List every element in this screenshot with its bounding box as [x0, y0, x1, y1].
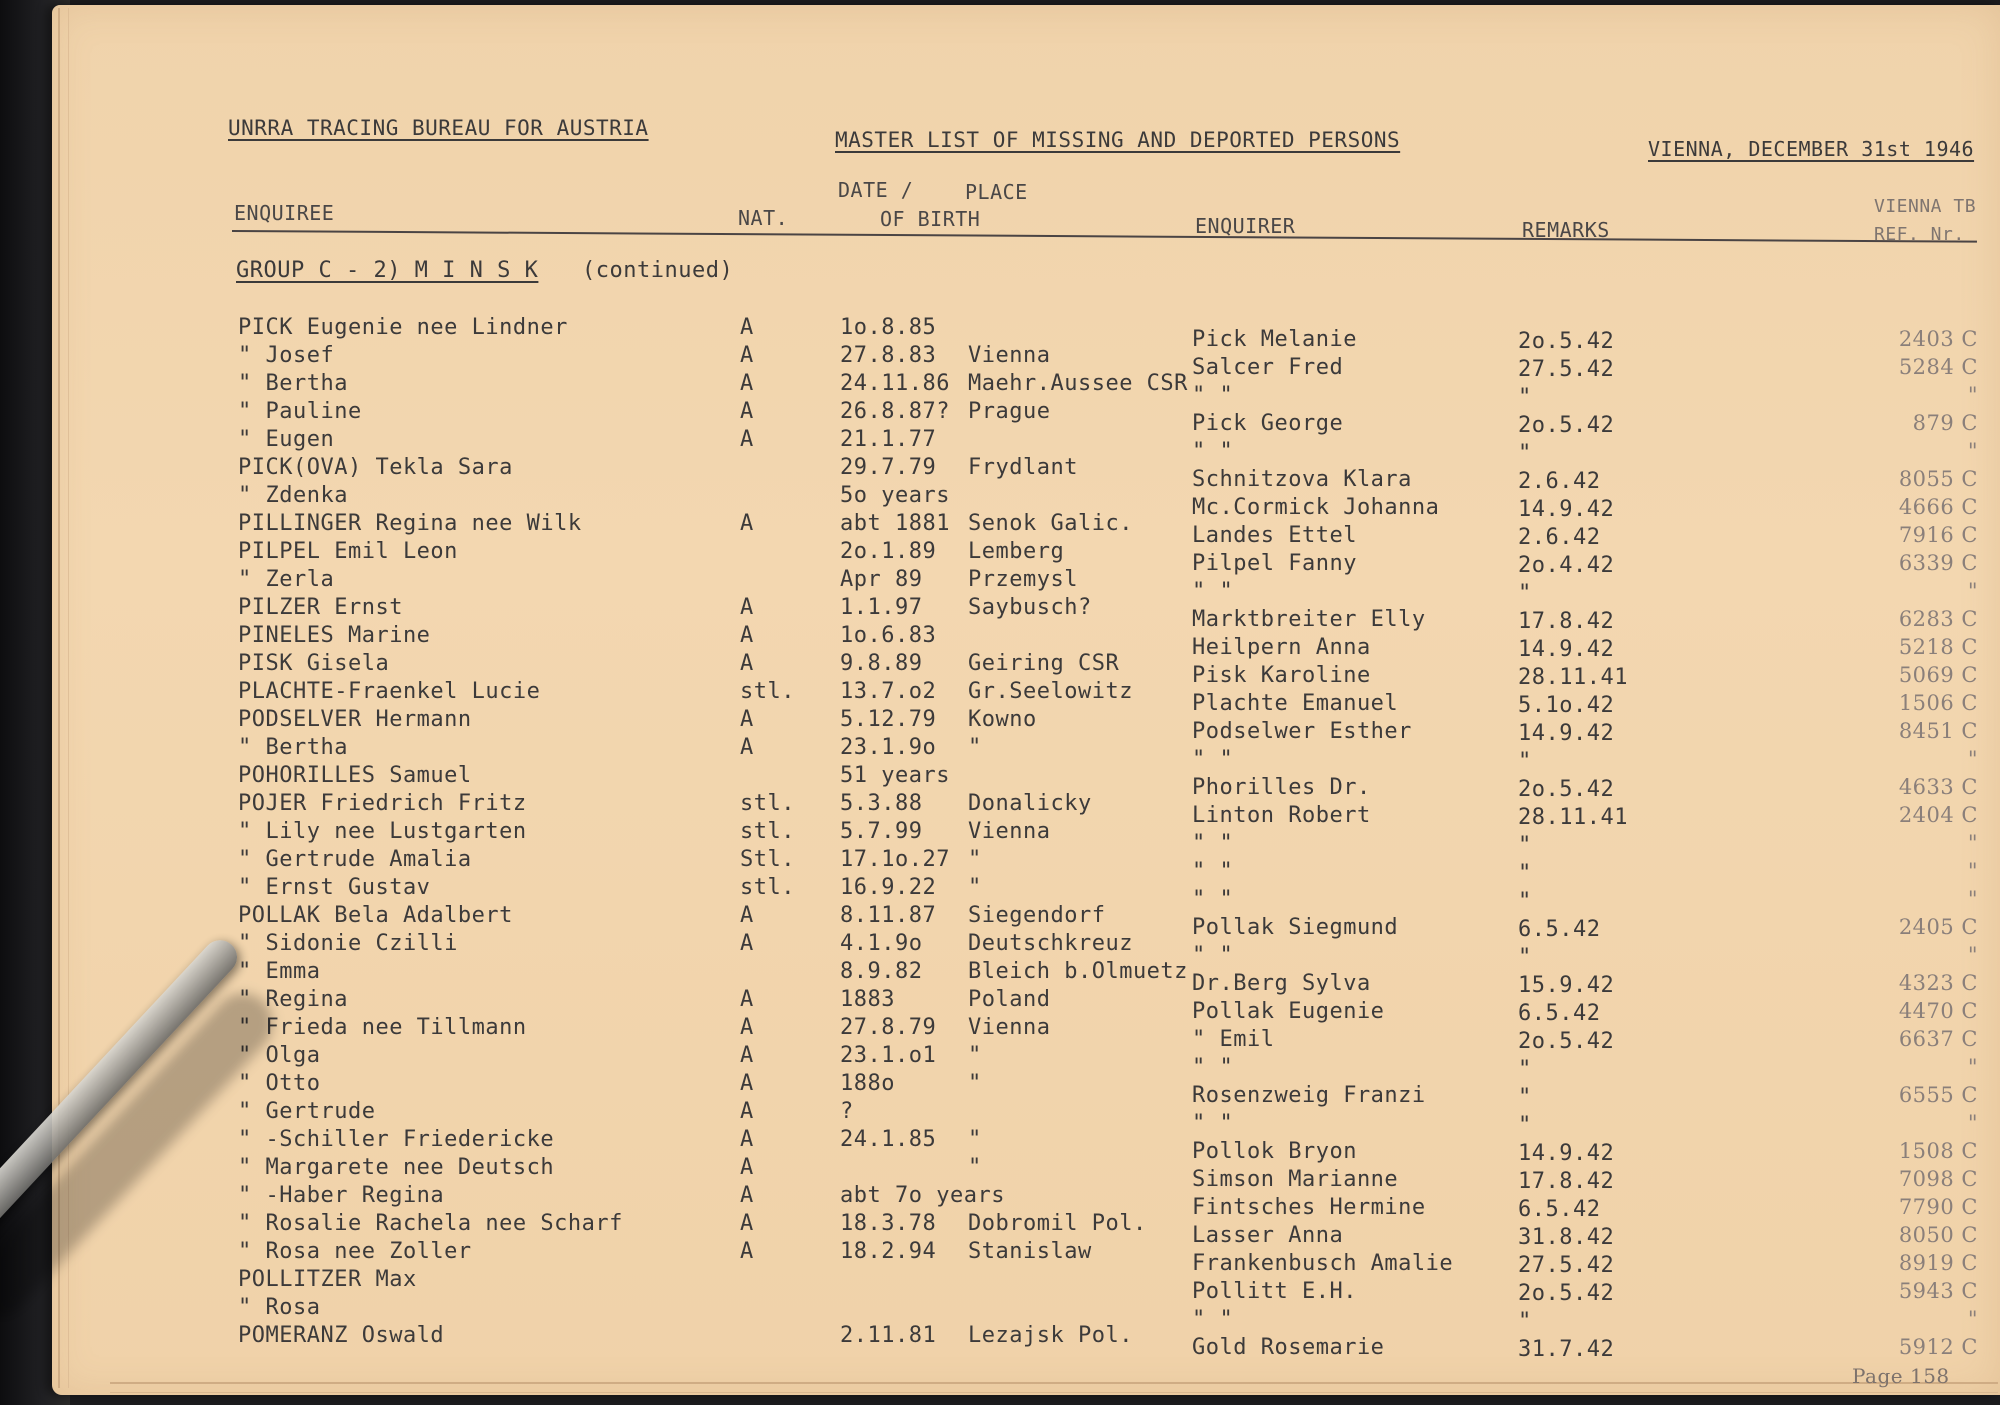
row-enquiree: " Sidonie Czilli	[238, 931, 458, 956]
row-ref-number: "	[1967, 1307, 1978, 1331]
row-date-of-birth: 17.1o.27	[840, 847, 950, 872]
row-remarks: 2o.5.42	[1518, 413, 1615, 438]
row-ref-number: "	[1967, 859, 1978, 883]
row-nationality: A	[740, 371, 754, 396]
row-enquirer: " "	[1192, 439, 1234, 464]
row-ref-number: 2403 C	[1898, 327, 1978, 351]
row-ref-number: 5284 C	[1898, 355, 1978, 379]
row-remarks: 28.11.41	[1518, 805, 1628, 830]
row-place-of-birth: Vienna	[968, 343, 1051, 368]
row-remarks: 17.8.42	[1518, 609, 1615, 634]
row-enquirer: Lasser Anna	[1192, 1223, 1344, 1248]
col-ref-2: REF. Nr.	[1874, 224, 1965, 245]
row-date-of-birth: 5o years	[840, 483, 950, 508]
row-remarks: "	[1518, 1057, 1532, 1082]
row-remarks: 31.8.42	[1518, 1225, 1615, 1250]
row-enquirer: " "	[1192, 887, 1234, 912]
row-ref-number: 879 C	[1912, 411, 1978, 435]
row-nationality: A	[740, 623, 754, 648]
row-nationality: A	[740, 931, 754, 956]
row-enquiree: " Ernst Gustav	[238, 875, 431, 900]
row-place-of-birth: Deutschkreuz	[968, 931, 1133, 956]
row-remarks: "	[1518, 1113, 1532, 1138]
row-place-of-birth: Senok Galic.	[968, 511, 1133, 536]
row-enquirer: Simson Marianne	[1192, 1167, 1399, 1192]
row-place-of-birth: Gr.Seelowitz	[968, 679, 1133, 704]
row-ref-number: "	[1967, 579, 1978, 603]
row-nationality: A	[740, 903, 754, 928]
row-enquirer: " "	[1192, 859, 1234, 884]
row-date-of-birth: 1o.6.83	[840, 623, 937, 648]
row-date-of-birth: 5.7.99	[840, 819, 923, 844]
row-place-of-birth: "	[968, 1127, 982, 1152]
row-place-of-birth: "	[968, 1071, 982, 1096]
page-stack-bottom-edge	[110, 1382, 1998, 1393]
row-enquiree: PINELES Marine	[238, 623, 431, 648]
row-place-of-birth: Donalicky	[968, 791, 1092, 816]
row-remarks: 2.6.42	[1518, 525, 1601, 550]
row-remarks: 14.9.42	[1518, 497, 1615, 522]
row-date-of-birth: 13.7.o2	[840, 679, 937, 704]
row-ref-number: 8451 C	[1898, 719, 1978, 743]
row-nationality: A	[740, 427, 754, 452]
row-date-of-birth: 21.1.77	[840, 427, 937, 452]
row-date-of-birth: 2.11.81	[840, 1323, 937, 1348]
row-nationality: A	[740, 315, 754, 340]
row-enquirer: " "	[1192, 383, 1234, 408]
col-enquiree: ENQUIREE	[234, 201, 335, 225]
row-place-of-birth: Lemberg	[968, 539, 1065, 564]
row-enquiree: " Bertha	[238, 735, 348, 760]
row-date-of-birth: 8.9.82	[840, 959, 923, 984]
row-ref-number: 5069 C	[1898, 663, 1978, 687]
row-enquiree: " Zerla	[238, 567, 335, 592]
row-remarks: 6.5.42	[1518, 1001, 1601, 1026]
row-place-of-birth: Vienna	[968, 1015, 1051, 1040]
row-ref-number: 5943 C	[1898, 1279, 1978, 1303]
row-place-of-birth: Vienna	[968, 819, 1051, 844]
col-ref-1: VIENNA TB	[1874, 196, 1977, 217]
row-place-of-birth: "	[968, 1043, 982, 1068]
row-enquiree: " -Haber Regina	[238, 1183, 445, 1208]
row-place-of-birth: Poland	[968, 987, 1051, 1012]
header-list-title: MASTER LIST OF MISSING AND DEPORTED PERSONS	[835, 128, 1401, 152]
row-nationality: Stl.	[740, 847, 795, 872]
row-ref-number: 2404 C	[1898, 803, 1978, 827]
row-date-of-birth: Apr 89	[840, 567, 923, 592]
row-enquiree: " Lily nee Lustgarten	[238, 819, 527, 844]
row-remarks: 14.9.42	[1518, 637, 1615, 662]
row-enquiree: POJER Friedrich Fritz	[238, 791, 527, 816]
row-enquiree: PILPEL Emil Leon	[238, 539, 458, 564]
row-enquirer: Pilpel Fanny	[1192, 551, 1357, 576]
row-ref-number: 4633 C	[1898, 775, 1978, 799]
row-enquirer: " "	[1192, 1111, 1234, 1136]
row-remarks: 14.9.42	[1518, 1141, 1615, 1166]
row-enquirer: Gold Rosemarie	[1192, 1335, 1385, 1360]
row-remarks: "	[1518, 385, 1532, 410]
row-remarks: 6.5.42	[1518, 1197, 1601, 1222]
row-enquiree: " Emma	[238, 959, 321, 984]
row-ref-number: 1508 C	[1898, 1139, 1978, 1163]
row-remarks: 27.5.42	[1518, 357, 1615, 382]
row-place-of-birth: Siegendorf	[968, 903, 1106, 928]
row-place-of-birth: Frydlant	[968, 455, 1078, 480]
row-enquirer: Pollak Siegmund	[1192, 915, 1399, 940]
row-remarks: "	[1518, 581, 1532, 606]
row-enquirer: Salcer Fred	[1192, 355, 1344, 380]
row-remarks: "	[1518, 749, 1532, 774]
row-place-of-birth: Przemysl	[968, 567, 1078, 592]
row-enquiree: " Rosalie Rachela nee Scharf	[238, 1211, 623, 1236]
row-remarks: 2o.5.42	[1518, 1029, 1615, 1054]
row-enquirer: " "	[1192, 831, 1234, 856]
row-ref-number: 1506 C	[1898, 691, 1978, 715]
row-remarks: "	[1518, 441, 1532, 466]
group-label: GROUP C - 2) M I N S K	[236, 258, 539, 283]
row-ref-number: "	[1967, 831, 1978, 855]
row-ref-number: 5218 C	[1898, 635, 1978, 659]
group-continued: (continued)	[582, 258, 734, 283]
row-enquirer: Phorilles Dr.	[1192, 775, 1371, 800]
col-of-birth: OF BIRTH	[880, 207, 981, 231]
row-nationality: A	[740, 511, 754, 536]
row-enquiree: PISK Gisela	[238, 651, 390, 676]
row-date-of-birth: 188o	[840, 1071, 895, 1096]
row-date-of-birth: 24.11.86	[840, 371, 950, 396]
row-enquirer: Frankenbusch Amalie	[1192, 1251, 1454, 1276]
row-date-of-birth: abt 7o years	[840, 1183, 1005, 1208]
row-ref-number: 5912 C	[1898, 1335, 1978, 1359]
row-date-of-birth: ?	[840, 1099, 854, 1124]
col-enquirer: ENQUIRER	[1195, 214, 1296, 238]
row-ref-number: 2405 C	[1898, 915, 1978, 939]
row-enquirer: Mc.Cormick Johanna	[1192, 495, 1440, 520]
row-nationality: A	[740, 1211, 754, 1236]
row-nationality: A	[740, 399, 754, 424]
row-nationality: stl.	[740, 819, 795, 844]
row-nationality: A	[740, 735, 754, 760]
row-enquiree: PICK Eugenie nee Lindner	[238, 315, 568, 340]
header-organization: UNRRA TRACING BUREAU FOR AUSTRIA	[228, 116, 649, 140]
row-enquiree: " Gertrude	[238, 1099, 376, 1124]
row-date-of-birth: 29.7.79	[840, 455, 937, 480]
row-remarks: "	[1518, 889, 1532, 914]
row-place-of-birth: Stanislaw	[968, 1239, 1092, 1264]
row-place-of-birth: "	[968, 847, 982, 872]
row-date-of-birth: 1o.8.85	[840, 315, 937, 340]
row-ref-number: 7098 C	[1898, 1167, 1978, 1191]
row-enquirer: " "	[1192, 1055, 1234, 1080]
row-enquirer: " "	[1192, 943, 1234, 968]
row-place-of-birth: "	[968, 1155, 982, 1180]
row-date-of-birth: 1883	[840, 987, 895, 1012]
row-date-of-birth: 5.12.79	[840, 707, 937, 732]
row-enquirer: Linton Robert	[1192, 803, 1371, 828]
row-enquiree: PICK(OVA) Tekla Sara	[238, 455, 513, 480]
row-date-of-birth: 27.8.83	[840, 343, 937, 368]
row-place-of-birth: Lezajsk Pol.	[968, 1323, 1133, 1348]
row-date-of-birth: 51 years	[840, 763, 950, 788]
row-remarks: 2o.5.42	[1518, 329, 1615, 354]
row-remarks: 27.5.42	[1518, 1253, 1615, 1278]
row-nationality: A	[740, 595, 754, 620]
row-date-of-birth: 27.8.79	[840, 1015, 937, 1040]
col-nationality: NAT.	[738, 206, 789, 230]
row-place-of-birth: Dobromil Pol.	[968, 1211, 1147, 1236]
row-ref-number: "	[1967, 887, 1978, 911]
row-remarks: 2o.4.42	[1518, 553, 1615, 578]
row-enquiree: " Otto	[238, 1071, 321, 1096]
row-enquiree: PILZER Ernst	[238, 595, 403, 620]
row-nationality: A	[740, 1015, 754, 1040]
row-date-of-birth: 18.3.78	[840, 1211, 937, 1236]
row-enquirer: " Emil	[1192, 1027, 1275, 1052]
row-enquirer: Pick George	[1192, 411, 1344, 436]
row-nationality: A	[740, 1239, 754, 1264]
row-remarks: 14.9.42	[1518, 721, 1615, 746]
row-remarks: 17.8.42	[1518, 1169, 1615, 1194]
row-enquiree: " Josef	[238, 343, 335, 368]
col-remarks: REMARKS	[1522, 218, 1610, 242]
row-nationality: A	[740, 1183, 754, 1208]
row-enquirer: " "	[1192, 1307, 1234, 1332]
row-enquiree: " Pauline	[238, 399, 362, 424]
row-ref-number: 8919 C	[1898, 1251, 1978, 1275]
row-enquiree: " Rosa	[238, 1295, 321, 1320]
row-ref-number: "	[1967, 383, 1978, 407]
row-remarks: 2o.5.42	[1518, 777, 1615, 802]
row-date-of-birth: 24.1.85	[840, 1127, 937, 1152]
row-enquirer: " "	[1192, 579, 1234, 604]
row-place-of-birth: Maehr.Aussee CSR	[968, 371, 1188, 396]
row-enquiree: " Gertrude Amalia	[238, 847, 472, 872]
row-enquirer: Fintsches Hermine	[1192, 1195, 1426, 1220]
row-enquirer: Schnitzova Klara	[1192, 467, 1412, 492]
row-remarks: 15.9.42	[1518, 973, 1615, 998]
row-nationality: A	[740, 1127, 754, 1152]
row-ref-number: 6339 C	[1898, 551, 1978, 575]
row-date-of-birth: 5.3.88	[840, 791, 923, 816]
row-enquirer: " "	[1192, 747, 1234, 772]
row-enquiree: PLACHTE-Fraenkel Lucie	[238, 679, 541, 704]
row-remarks: 5.1o.42	[1518, 693, 1615, 718]
row-enquirer: Pollak Eugenie	[1192, 999, 1385, 1024]
row-enquiree: POMERANZ Oswald	[238, 1323, 445, 1348]
row-enquirer: Landes Ettel	[1192, 523, 1357, 548]
row-date-of-birth: 23.1.o1	[840, 1043, 937, 1068]
row-ref-number: 4666 C	[1898, 495, 1978, 519]
row-remarks: 31.7.42	[1518, 1337, 1615, 1362]
row-remarks: "	[1518, 861, 1532, 886]
page-number: Page 158	[1852, 1364, 1950, 1388]
row-enquiree: POLLITZER Max	[238, 1267, 417, 1292]
row-enquiree: PILLINGER Regina nee Wilk	[238, 511, 582, 536]
row-date-of-birth: abt 1881	[840, 511, 950, 536]
row-enquiree: " Bertha	[238, 371, 348, 396]
row-date-of-birth: 2o.1.89	[840, 539, 937, 564]
row-enquirer: Pollok Bryon	[1192, 1139, 1357, 1164]
row-enquiree: " Eugen	[238, 427, 335, 452]
row-enquirer: Pollitt E.H.	[1192, 1279, 1357, 1304]
row-nationality: stl.	[740, 791, 795, 816]
row-remarks: "	[1518, 1309, 1532, 1334]
row-nationality: A	[740, 707, 754, 732]
row-place-of-birth: Geiring CSR	[968, 651, 1120, 676]
row-nationality: A	[740, 1099, 754, 1124]
row-remarks: "	[1518, 1085, 1532, 1110]
row-date-of-birth: 23.1.9o	[840, 735, 937, 760]
row-enquirer: Plachte Emanuel	[1192, 691, 1399, 716]
row-enquirer: Rosenzweig Franzi	[1192, 1083, 1426, 1108]
row-ref-number: 4323 C	[1898, 971, 1978, 995]
row-ref-number: 7790 C	[1898, 1195, 1978, 1219]
row-nationality: A	[740, 1043, 754, 1068]
row-date-of-birth: 1.1.97	[840, 595, 923, 620]
row-enquiree: PODSELVER Hermann	[238, 707, 472, 732]
row-enquiree: " Rosa nee Zoller	[238, 1239, 472, 1264]
row-enquirer: Podselwer Esther	[1192, 719, 1412, 744]
row-enquiree: " -Schiller Friedericke	[238, 1127, 555, 1152]
row-nationality: A	[740, 987, 754, 1012]
row-ref-number: 8055 C	[1898, 467, 1978, 491]
row-enquiree: POHORILLES Samuel	[238, 763, 472, 788]
row-nationality: A	[740, 651, 754, 676]
row-date-of-birth: 8.11.87	[840, 903, 937, 928]
row-enquiree: " Frieda nee Tillmann	[238, 1015, 527, 1040]
header-place-date: VIENNA, DECEMBER 31st 1946	[1648, 137, 1975, 161]
row-place-of-birth: Kowno	[968, 707, 1037, 732]
row-enquiree: POLLAK Bela Adalbert	[238, 903, 513, 928]
row-enquirer: Pisk Karoline	[1192, 663, 1371, 688]
row-remarks: 2.6.42	[1518, 469, 1601, 494]
row-enquirer: Dr.Berg Sylva	[1192, 971, 1371, 996]
row-date-of-birth: 26.8.87?	[840, 399, 950, 424]
row-enquirer: Heilpern Anna	[1192, 635, 1371, 660]
row-enquirer: Pick Melanie	[1192, 327, 1357, 352]
row-ref-number: "	[1967, 1055, 1978, 1079]
row-ref-number: 6555 C	[1898, 1083, 1978, 1107]
row-ref-number: 8050 C	[1898, 1223, 1978, 1247]
row-ref-number: "	[1967, 747, 1978, 771]
row-enquiree: " Regina	[238, 987, 348, 1012]
row-ref-number: "	[1967, 1111, 1978, 1135]
row-nationality: A	[740, 1071, 754, 1096]
row-place-of-birth: Saybusch?	[968, 595, 1092, 620]
row-enquiree: " Margarete nee Deutsch	[238, 1155, 555, 1180]
row-ref-number: 6637 C	[1898, 1027, 1978, 1051]
row-nationality: stl.	[740, 875, 795, 900]
row-place-of-birth: Bleich b.Olmuetz	[968, 959, 1188, 984]
row-ref-number: "	[1967, 439, 1978, 463]
row-date-of-birth: 18.2.94	[840, 1239, 937, 1264]
row-ref-number: 4470 C	[1898, 999, 1978, 1023]
row-nationality: A	[740, 1155, 754, 1180]
row-date-of-birth: 16.9.22	[840, 875, 937, 900]
row-place-of-birth: Prague	[968, 399, 1051, 424]
row-enquiree: " Olga	[238, 1043, 321, 1068]
row-remarks: "	[1518, 945, 1532, 970]
col-place: PLACE	[965, 180, 1028, 204]
row-ref-number: 6283 C	[1898, 607, 1978, 631]
row-ref-number: "	[1967, 943, 1978, 967]
row-nationality: A	[740, 343, 754, 368]
row-place-of-birth: "	[968, 735, 982, 760]
row-nationality: stl.	[740, 679, 795, 704]
row-enquiree: " Zdenka	[238, 483, 348, 508]
row-date-of-birth: 4.1.9o	[840, 931, 923, 956]
row-enquirer: Marktbreiter Elly	[1192, 607, 1426, 632]
col-date: DATE /	[838, 178, 914, 202]
row-place-of-birth: "	[968, 875, 982, 900]
row-remarks: 2o.5.42	[1518, 1281, 1615, 1306]
row-date-of-birth: 9.8.89	[840, 651, 923, 676]
row-remarks: 6.5.42	[1518, 917, 1601, 942]
row-remarks: "	[1518, 833, 1532, 858]
row-remarks: 28.11.41	[1518, 665, 1628, 690]
row-ref-number: 7916 C	[1898, 523, 1978, 547]
